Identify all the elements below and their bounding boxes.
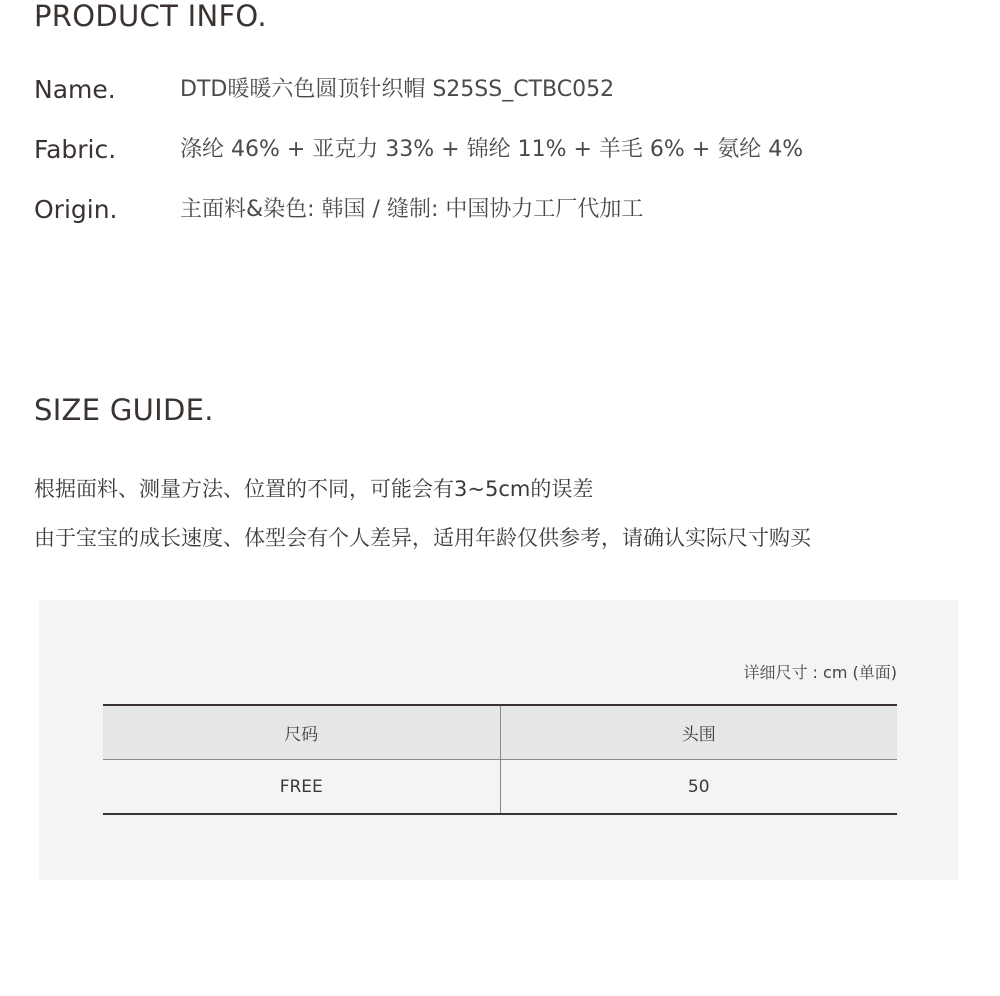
name-value: DTD暖暖六色圆顶针织帽 S25SS_CTBC052 xyxy=(180,77,615,102)
size-note-tolerance: 根据面料、测量方法、位置的不同，可能会有3~5cm的误差 xyxy=(34,477,594,501)
size-table-panel xyxy=(39,600,958,880)
header-head-circumference: 头围 xyxy=(681,725,716,745)
cell-head-circumference: 50 xyxy=(687,776,710,797)
origin-value: 主面料&染色: 韩国 / 缝制: 中国协力工厂代加工 xyxy=(180,197,644,222)
info-row-origin xyxy=(34,193,934,227)
origin-label: Origin. xyxy=(34,195,118,224)
unit-note: 详细尺寸 : cm (单面) xyxy=(743,663,897,682)
cell-size: FREE xyxy=(103,760,500,815)
size-note-age-reference: 由于宝宝的成长速度、体型会有个人差异，适用年龄仅供参考，请确认实际尺寸购买 xyxy=(34,526,811,550)
info-row-fabric xyxy=(34,133,934,167)
fabric-label: Fabric. xyxy=(34,135,117,164)
size-table xyxy=(103,704,897,815)
fabric-value: 涤纶 46% + 亚克力 33% + 锦纶 11% + 羊毛 6% + 氨纶 4% xyxy=(180,137,804,162)
table-row xyxy=(103,760,897,815)
header-size: 尺码 xyxy=(103,705,500,760)
size-guide-title: SIZE GUIDE. xyxy=(34,393,214,427)
info-row-name xyxy=(34,73,934,107)
name-label: Name. xyxy=(34,75,116,104)
product-info-title: PRODUCT INFO. xyxy=(34,0,267,33)
size-table-header-row xyxy=(103,705,897,760)
